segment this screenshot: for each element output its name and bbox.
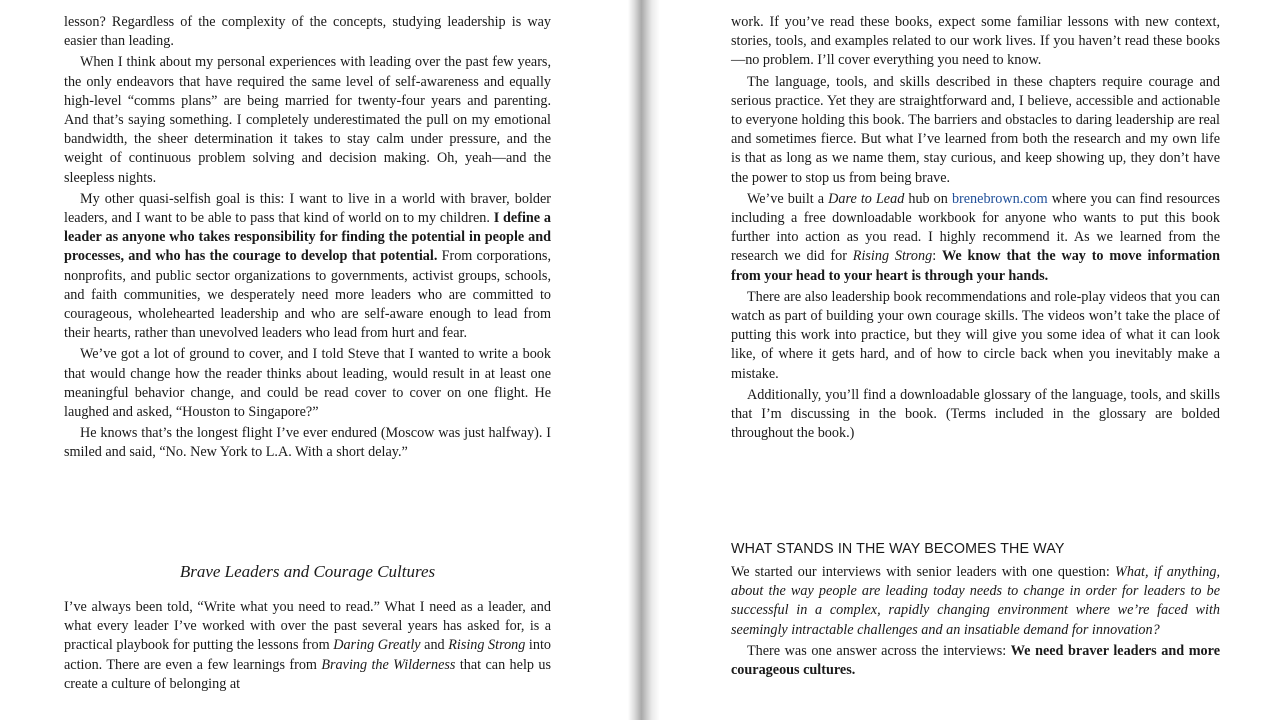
paragraph: There was one answer across the interviews: We need braver leaders and more courageous cultures. (731, 642, 1220, 679)
section-heading: WHAT STANDS IN THE WAY BECOMES THE WAY (731, 541, 1065, 557)
right-page (660, 0, 1280, 720)
key-insight: We know that the way to move information from your head to your heart is through your hands. (731, 248, 1220, 284)
paragraph: lesson? Regardless of the complexity of the concepts, studying leadership is way easier than leading. (64, 14, 551, 50)
paragraph: work. If you’ve read these books, expect some familiar lessons with new context, stories, tools, and examples related to our work lives. If you haven’t read these books—no problem. I’ll cover everything you need to know. (731, 14, 1220, 69)
right-text-bottom (731, 563, 1220, 680)
right-text-top (731, 13, 1220, 443)
left-text-bottom (64, 598, 551, 694)
paragraph: I’ve always been told, “Write what you need to read.” What I need as a leader, and what every leader I’ve worked with over the past several years has asked for, is a practical playbook for putting the lessons from Daring Greatly and Rising Strong into action. There are even a few learnings from Braving the Wilderness that can help us create a culture of belonging at (64, 599, 551, 692)
paragraph: There are also leadership book recommendations and role-play videos that you can watch as part of building your own courage skills. The videos won’t take the place of putting this work into practice, but they will give you some idea of what it can look like, of where it gets hard, and of how to circle back when you inevitably make a mistake. (731, 288, 1220, 382)
paragraph: We started our interviews with senior leaders with one question: What, if anything, about the way people are leading today needs to change in order for leaders to be successful in a complex, rapidly changing environment where we’re faced with seemingly intractable challenges and an insatiable demand for innovation? (731, 564, 1220, 638)
paragraph: He knows that’s the longest flight I’ve ever endured (Moscow was just halfway). I smiled and said, “No. New York to L.A. With a short delay.” (64, 425, 551, 461)
section-title: Brave Leaders and Courage Cultures (179, 562, 436, 581)
brenebrown-link[interactable]: brenebrown.com (951, 190, 1048, 207)
paragraph: My other quasi-selfish goal is this: I want to live in a world with braver, bolder leaders, and I want to be able to pass that kind of world on to my children. I define a leader as anyone who takes responsibility for finding the potential in people and processes, and who has the courage to develop that potential. From corporations, nonprofits, and public sector organizations to governments, activist groups, schools, and faith communities, we desperately need more leaders who are committed to courageous, wholehearted leadership and who are self-aware enough to lead from their hearts, rather than unevolved leaders who lead from hurt and fear. (64, 190, 551, 342)
paragraph: Additionally, you’ll find a downloadable glossary of the language, tools, and skills that I’m discussing in the book. (Terms included in the glossary are bolded throughout the book.) (731, 386, 1220, 442)
book-gutter (628, 0, 660, 720)
key-answer: We need braver leaders and more courageous cultures. (731, 642, 1220, 679)
left-text-top (64, 13, 551, 463)
leader-definition: I define a leader as anyone who takes responsibility for finding the potential in people and processes, and who has the courage to develop that potential. (64, 210, 551, 265)
right-section (731, 540, 1220, 558)
paragraph: The language, tools, and skills described in these chapters require courage and serious practice. Yet they are straightforward and, I believe, accessible and actionable to everyone holding this book. The barriers and obstacles to daring leadership are real and sometimes fierce. But what I’ve learned from both the research and my own life is that as long as we name them, stay curious, and keep showing up, they don’t have the power to stop us from being brave. (731, 73, 1220, 186)
paragraph: We’ve built a Dare to Lead hub on brenebrown.com where you can find resources including a free downloadable workbook for anyone who wants to put this book further into action as you read. I highly recommend it. As we learned from the research we did for Rising Strong: We know that the way to move information from your head to your heart is through your hands. (731, 190, 1220, 284)
paragraph: When I think about my personal experiences with leading over the past few years, the only endeavors that have required the same level of self-awareness and equally high-level “comms plans” are being married for twenty-four years and parenting. And that’s saying something. I completely underestimated the pull on my emotional bandwidth, the sheer determination it takes to stay calm under pressure, and the weight of continuous problem solving and decision making. Oh, yeah—and the sleepless nights. (64, 54, 551, 186)
left-page (0, 0, 628, 720)
paragraph: We’ve got a lot of ground to cover, and I told Steve that I wanted to write a book that would change how the reader thinks about leading, would result in at least one meaningful behavior change, and could be read cover to cover on one flight. He laughed and asked, “Houston to Singapore?” (64, 346, 551, 421)
left-section (64, 561, 551, 583)
